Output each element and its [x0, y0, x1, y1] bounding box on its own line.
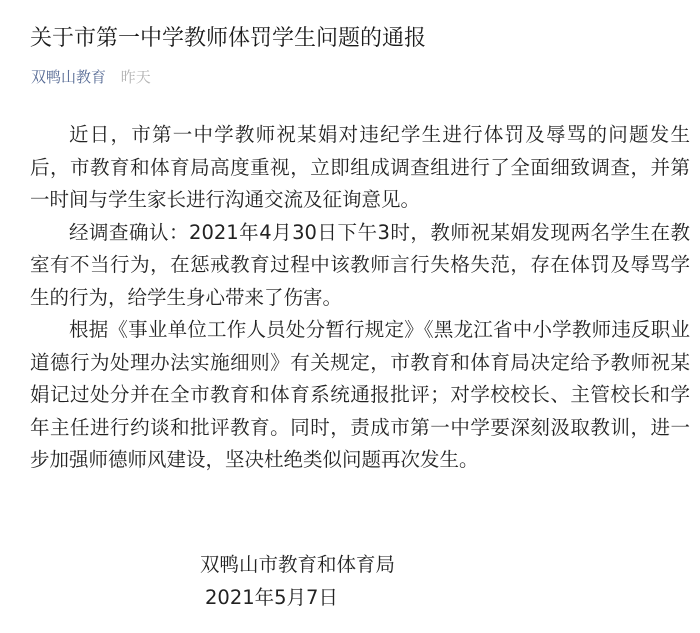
article-title: 关于市第一中学教师体罚学生问题的通报: [30, 26, 427, 51]
article-meta: [31, 66, 151, 88]
paragraph-2: 经调查确认：2021年4月30日下午3时，教师祝某娟发现两名学生在教室有不当行为，在惩戒教育过程中该教师言行失格失范，存在体罚及辱骂学生的行为，给学生身心带来了伤害。: [30, 220, 690, 309]
paragraph-1: 近日，市第一中学教师祝某娟对违纪学生进行体罚及辱骂的问题发生后，市教育和体育局高度重视，立即组成调查组进行了全面细致调查，并第一时间与学生家长进行沟通交流及征询意见。: [30, 123, 690, 211]
publish-time: 昨天: [120, 68, 151, 86]
issue-date: 2021年5月7日: [205, 586, 338, 609]
article-body: [30, 119, 690, 477]
paragraph-3: 根据《事业单位工作人员处分暂行规定》《黑龙江省中小学教师违反职业道德行为处理办法实施细则》有关规定，市教育和体育局决定给予教师祝某娟记过处分并在全市教育和体育系统通报批评；对学校校长、主管校长和学年主任进行约谈和批评教育。同时，责成市第一中学要深刻汲取教训，进一步加强师德师风建设，坚决杜绝类似问题再次发生。: [30, 318, 690, 471]
account-name-link[interactable]: 双鸭山教育: [31, 68, 107, 86]
issuer-signature: 双鸭山市教育和体育局: [200, 553, 396, 576]
